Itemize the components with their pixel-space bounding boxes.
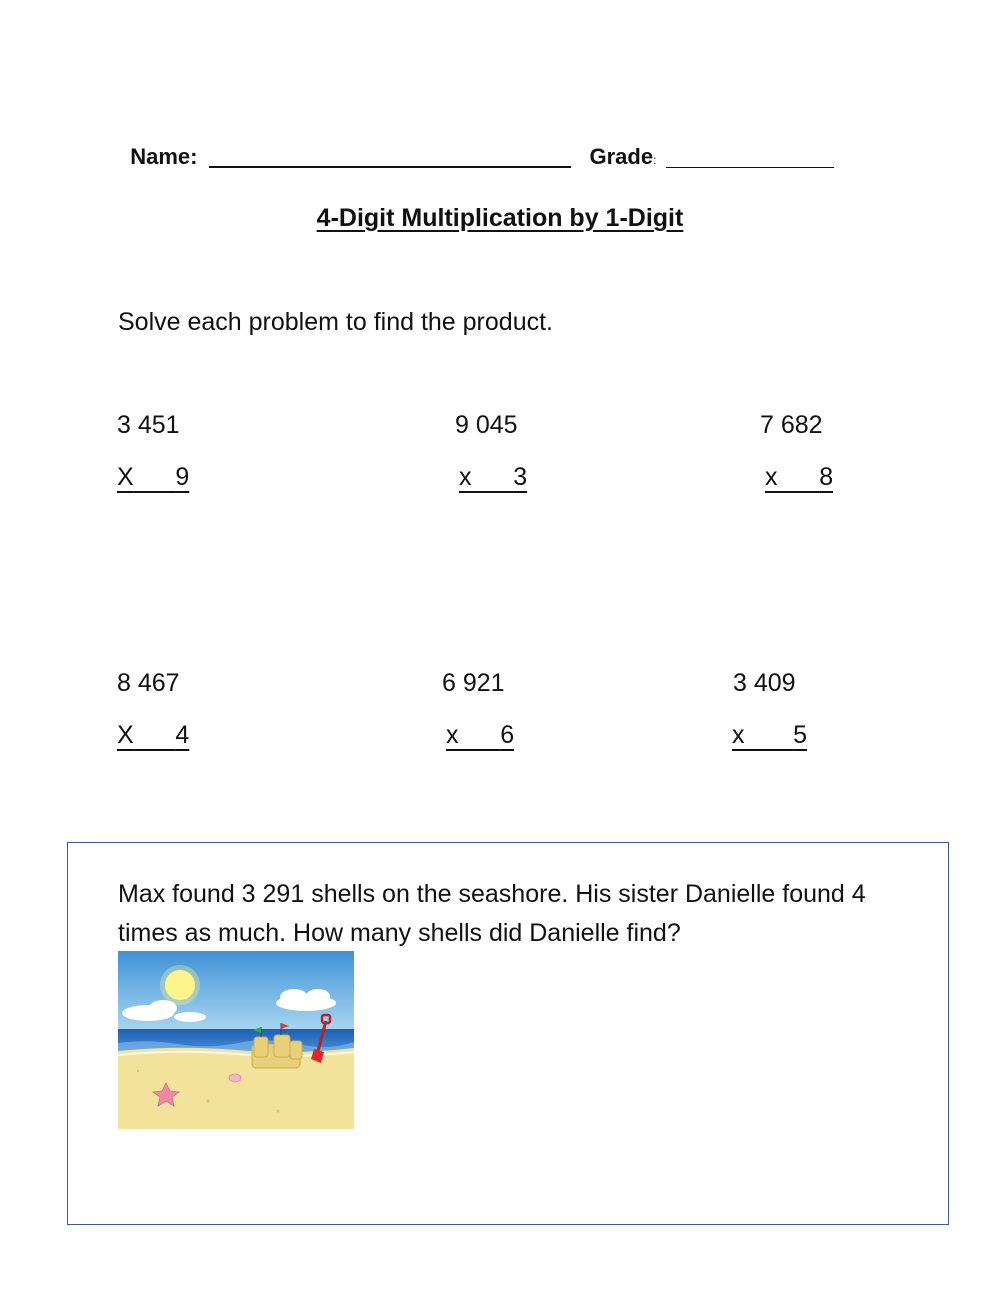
problem-2-operator: x: [459, 463, 472, 491]
problem-6-multiplicand: 3 409: [733, 669, 796, 697]
problem-1-multiplicand: 3 451: [117, 411, 180, 439]
problem-4-multiplier-row: [117, 721, 189, 750]
problem-3-multiplier: 8: [819, 463, 834, 491]
grade-field[interactable]: [666, 145, 834, 168]
word-problem-box: [67, 842, 949, 1225]
shell-icon: [229, 1074, 241, 1082]
problem-3-multiplicand: 7 682: [760, 411, 823, 439]
problem-2-multiplier-row: [459, 463, 527, 492]
problem-5-multiplier-row: [446, 721, 514, 750]
problem-6-multiplier: 5: [793, 721, 808, 749]
instructions: Solve each problem to find the product.: [118, 308, 553, 336]
problem-5-multiplicand: 6 921: [442, 669, 505, 697]
worksheet-title: 4-Digit Multiplication by 1-Digit: [316, 204, 684, 232]
problem-5-multiplier: 6: [500, 721, 515, 749]
beach-sandcastle-illustration: [118, 951, 354, 1129]
name-label: Name:: [130, 144, 198, 169]
header-row: [118, 118, 834, 170]
problem-4-operator: X: [117, 721, 134, 749]
name-field[interactable]: [209, 144, 571, 168]
problem-1-multiplier-row: [117, 463, 189, 492]
problem-1-multiplier: 9: [175, 463, 190, 491]
problem-3-multiplier-row: [765, 463, 833, 492]
problem-6-operator: x: [732, 721, 745, 749]
grade-label: Grade: [589, 144, 654, 169]
problem-4-multiplicand: 8 467: [117, 669, 180, 697]
problem-4-multiplier: 4: [175, 721, 190, 749]
grade-colon: :: [653, 153, 657, 167]
problem-2-multiplicand: 9 045: [455, 411, 518, 439]
problem-1-operator: X: [117, 463, 134, 491]
problem-3-operator: x: [765, 463, 778, 491]
problem-5-operator: x: [446, 721, 459, 749]
problem-6-multiplier-row: [732, 721, 807, 750]
word-problem-text: Max found 3 291 shells on the seashore. His sister Danielle found 4 times as much. How many shells did Danielle find?: [118, 880, 866, 947]
problem-2-multiplier: 3: [513, 463, 528, 491]
